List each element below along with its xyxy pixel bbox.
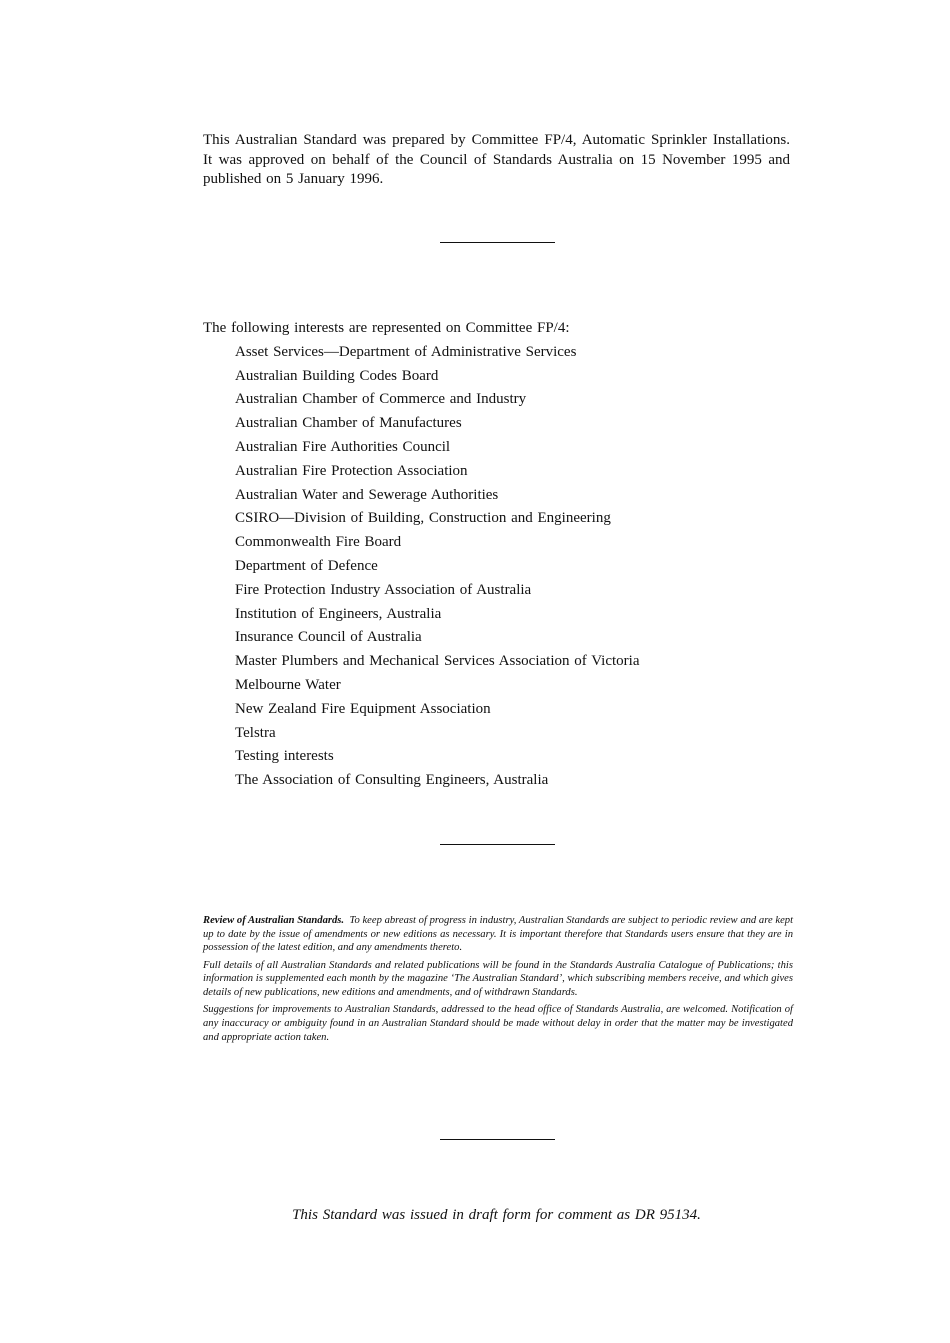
- committee-member: The Association of Consulting Engineers, Australia: [235, 772, 549, 789]
- suggestions-paragraph: Suggestions for improvements to Australian Standards, addressed to the head office of Standards Australia, are welcomed. Notification of any inaccuracy or ambiguity found in an Australian Standard should be made without delay in order that the matter may be investigated and appropriate action taken.: [203, 1004, 793, 1043]
- committee-member: Department of Defence: [235, 557, 378, 574]
- committee-member: Australian Building Codes Board: [235, 367, 439, 384]
- draft-note: This Standard was issued in draft form for comment as DR 95134.: [292, 1207, 701, 1223]
- committee-member: Institution of Engineers, Australia: [235, 605, 442, 622]
- review-notice: [203, 914, 793, 1048]
- committee-member: Australian Chamber of Manufactures: [235, 415, 462, 432]
- committee-member: Master Plumbers and Mechanical Services Association of Victoria: [235, 653, 640, 670]
- committee-member: Australian Fire Protection Association: [235, 462, 468, 479]
- committee-member: Fire Protection Industry Association of Australia: [235, 581, 532, 598]
- committee-member: Testing interests: [235, 748, 334, 765]
- section-divider: [440, 1139, 555, 1140]
- committee-member: Australian Chamber of Commerce and Industry: [235, 391, 527, 408]
- committee-member-list: [203, 341, 803, 793]
- committee-member: Melbourne Water: [235, 676, 341, 693]
- committee-member: Commonwealth Fire Board: [235, 534, 402, 551]
- committee-heading: The following interests are represented on Committee FP/4:: [203, 320, 570, 336]
- catalogue-paragraph: Full details of all Australian Standards and related publications will be found in the Standards Australia Catalogue of Publications; this information is supplemented each month by the magazine ‘The Australian Standard’, which subscribing members receive, and which gives details of new publications, new editions and amendments, and of withdrawn Standards.: [203, 959, 793, 999]
- review-text: To keep abreast of progress in industry, Australian Standards are subject to periodic review and are kept up to date by the issue of amendments or new editions as necessary. It is important therefore that Standards users ensure that they are in possession of the latest edition, and any amendments thereto.: [203, 915, 794, 954]
- section-divider: [440, 844, 555, 845]
- committee-section: [203, 317, 803, 793]
- committee-member: Asset Services—Department of Administrative Services: [235, 343, 577, 360]
- committee-member: Australian Fire Authorities Council: [235, 438, 451, 455]
- committee-member: New Zealand Fire Equipment Association: [235, 700, 491, 717]
- committee-member: CSIRO—Division of Building, Construction and Engineering: [235, 510, 611, 527]
- committee-member: Insurance Council of Australia: [235, 629, 422, 646]
- committee-member: Australian Water and Sewerage Authorities: [235, 486, 499, 503]
- review-paragraph: [203, 914, 793, 955]
- committee-member: Telstra: [235, 724, 276, 741]
- review-heading: Review of Australian Standards.: [203, 915, 345, 926]
- preparation-statement: This Australian Standard was prepared by Committee FP/4, Automatic Sprinkler Installations. It was approved on behalf of the Council of Standards Australia on 15 November 1995 and published on 5 January 1996.: [203, 132, 790, 187]
- section-divider: [440, 242, 555, 243]
